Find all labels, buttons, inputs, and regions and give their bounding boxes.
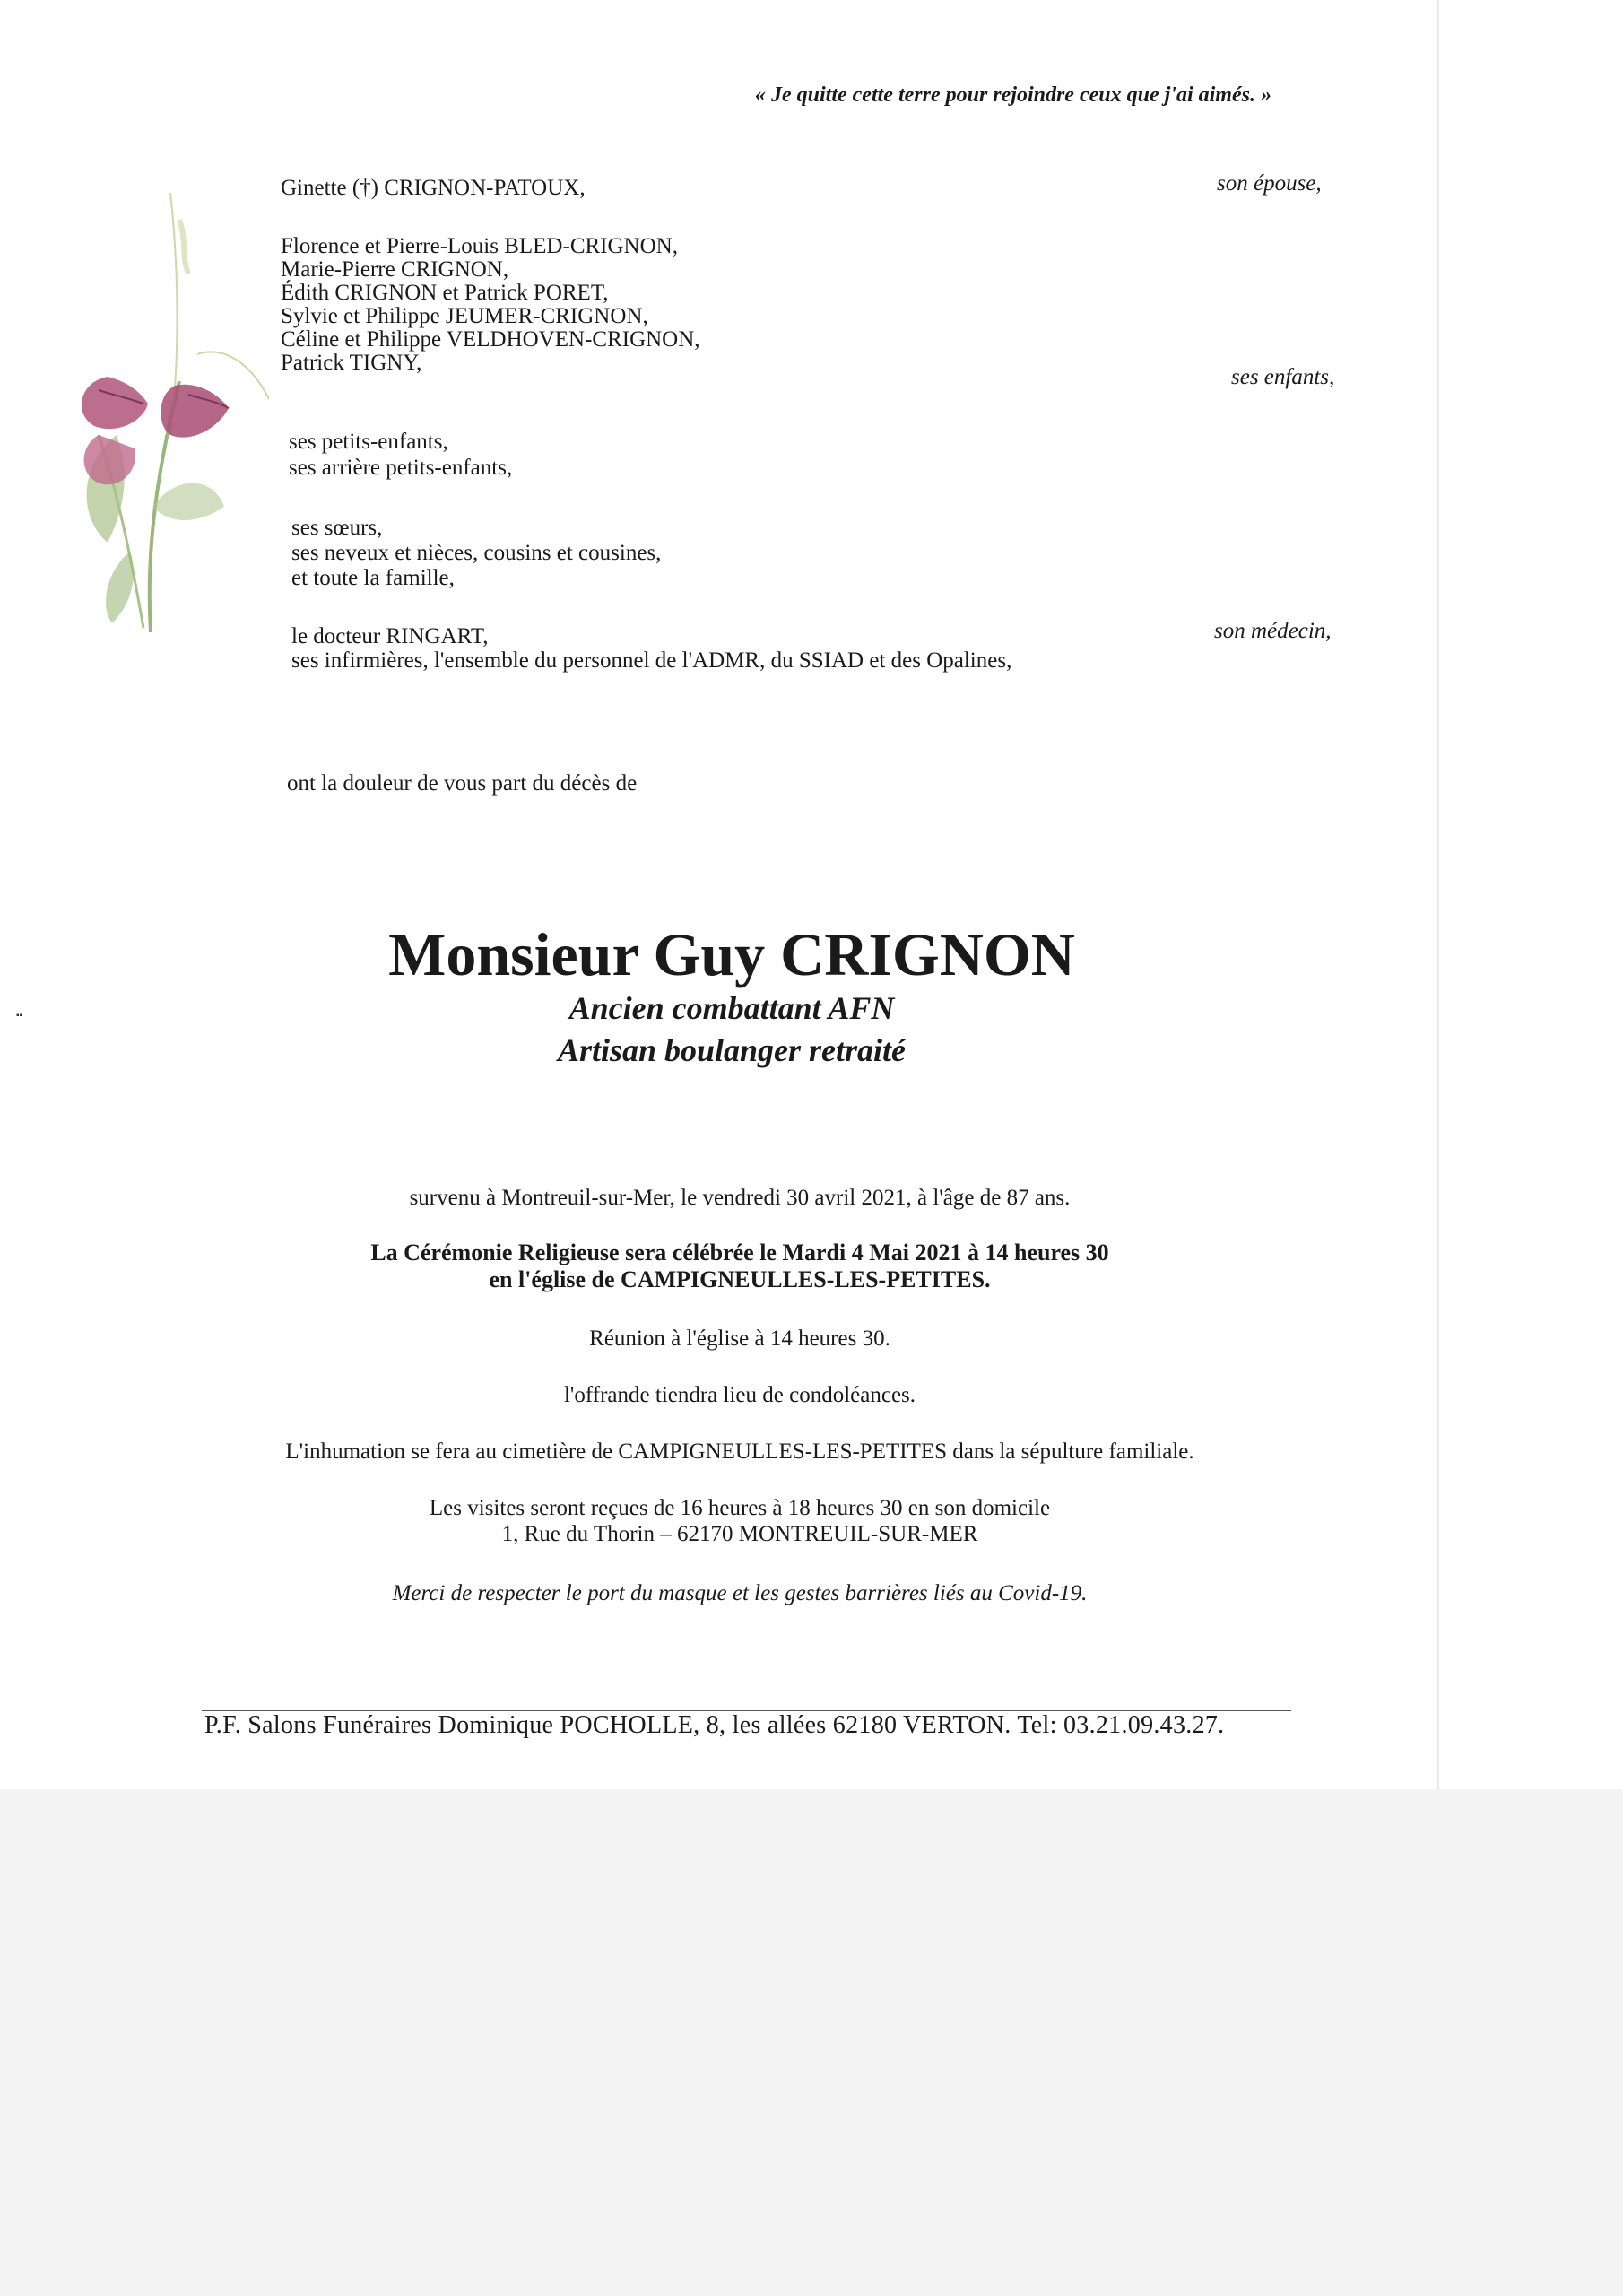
child-name: Florence et Pierre-Louis BLED-CRIGNON, bbox=[281, 234, 678, 258]
child-name: Céline et Philippe VELDHOVEN-CRIGNON, bbox=[281, 327, 700, 352]
meeting-line: Réunion à l'église à 14 heures 30. bbox=[589, 1326, 890, 1351]
care-staff-line: ses infirmières, l'ensemble du personnel de l'ADMR, du SSIAD et des Opalines, bbox=[291, 648, 1012, 673]
family-line: ses neveux et nièces, cousins et cousines, bbox=[291, 541, 662, 565]
funeral-home-footer: P.F. Salons Funéraires Dominique POCHOLLE, 8, les allées 62180 VERTON. Tel: 03.21.09.43.27. bbox=[204, 1711, 1225, 1739]
deceased-title: Artisan boulanger retraité bbox=[557, 1032, 907, 1068]
grandchildren-line: ses arrière petits-enfants, bbox=[289, 456, 513, 480]
ceremony-location: en l'église de CAMPIGNEULLES-LES-PETITES. bbox=[489, 1266, 991, 1292]
burial-line: L'inhumation se fera au cimetière de CAMPIGNEULLES-LES-PETITES dans la sépulture familiale. bbox=[285, 1439, 1194, 1464]
grandchildren-line: ses petits-enfants, bbox=[289, 430, 448, 454]
spouse-name: Ginette (†) CRIGNON-PATOUX, bbox=[281, 176, 586, 200]
visits-address: 1, Rue du Thorin – 62170 MONTREUIL-SUR-MER bbox=[501, 1522, 978, 1546]
offering-line: l'offrande tiendra lieu de condoléances. bbox=[563, 1383, 916, 1407]
ceremony-line: La Cérémonie Religieuse sera célébrée le Mardi 4 Mai 2021 à 14 heures 30 bbox=[370, 1239, 1109, 1265]
children-role: ses enfants, bbox=[1231, 365, 1335, 389]
child-name: Patrick TIGNY, bbox=[281, 351, 422, 375]
child-name: Marie-Pierre CRIGNON, bbox=[281, 257, 509, 282]
child-name: Sylvie et Philippe JEUMER-CRIGNON, bbox=[281, 304, 648, 328]
announcement-intro: ont la douleur de vous part du décès de bbox=[287, 771, 638, 796]
spouse-role: son épouse, bbox=[1217, 171, 1322, 196]
family-line: ses sœurs, bbox=[291, 516, 383, 540]
visits-line: Les visites seront reçues de 16 heures à 18 heures 30 en son domicile bbox=[429, 1496, 1051, 1520]
doctor-line: le docteur RINGART, bbox=[291, 624, 489, 648]
covid-notice: Merci de respecter le port du masque et les gestes barrières liés au Covid-19. bbox=[392, 1581, 1088, 1605]
scan-speck: ▪▪ bbox=[16, 1011, 23, 1021]
epigraph-quote: « Je quitte cette terre pour rejoindre ceux que j'ai aimés. » bbox=[755, 83, 1271, 107]
family-line: et toute la famille, bbox=[291, 566, 455, 590]
deceased-name: Monsieur Guy CRIGNON bbox=[388, 920, 1075, 988]
death-details: survenu à Montreuil-sur-Mer, le vendredi 30 avril 2021, à l'âge de 87 ans. bbox=[409, 1186, 1071, 1210]
scan-background bbox=[0, 1789, 1623, 2296]
calla-lily-flower-icon bbox=[45, 166, 269, 632]
child-name: Édith CRIGNON et Patrick PORET, bbox=[281, 281, 609, 305]
deceased-title: Ancien combattant AFN bbox=[568, 990, 895, 1026]
doctor-role: son médecin, bbox=[1214, 619, 1332, 643]
